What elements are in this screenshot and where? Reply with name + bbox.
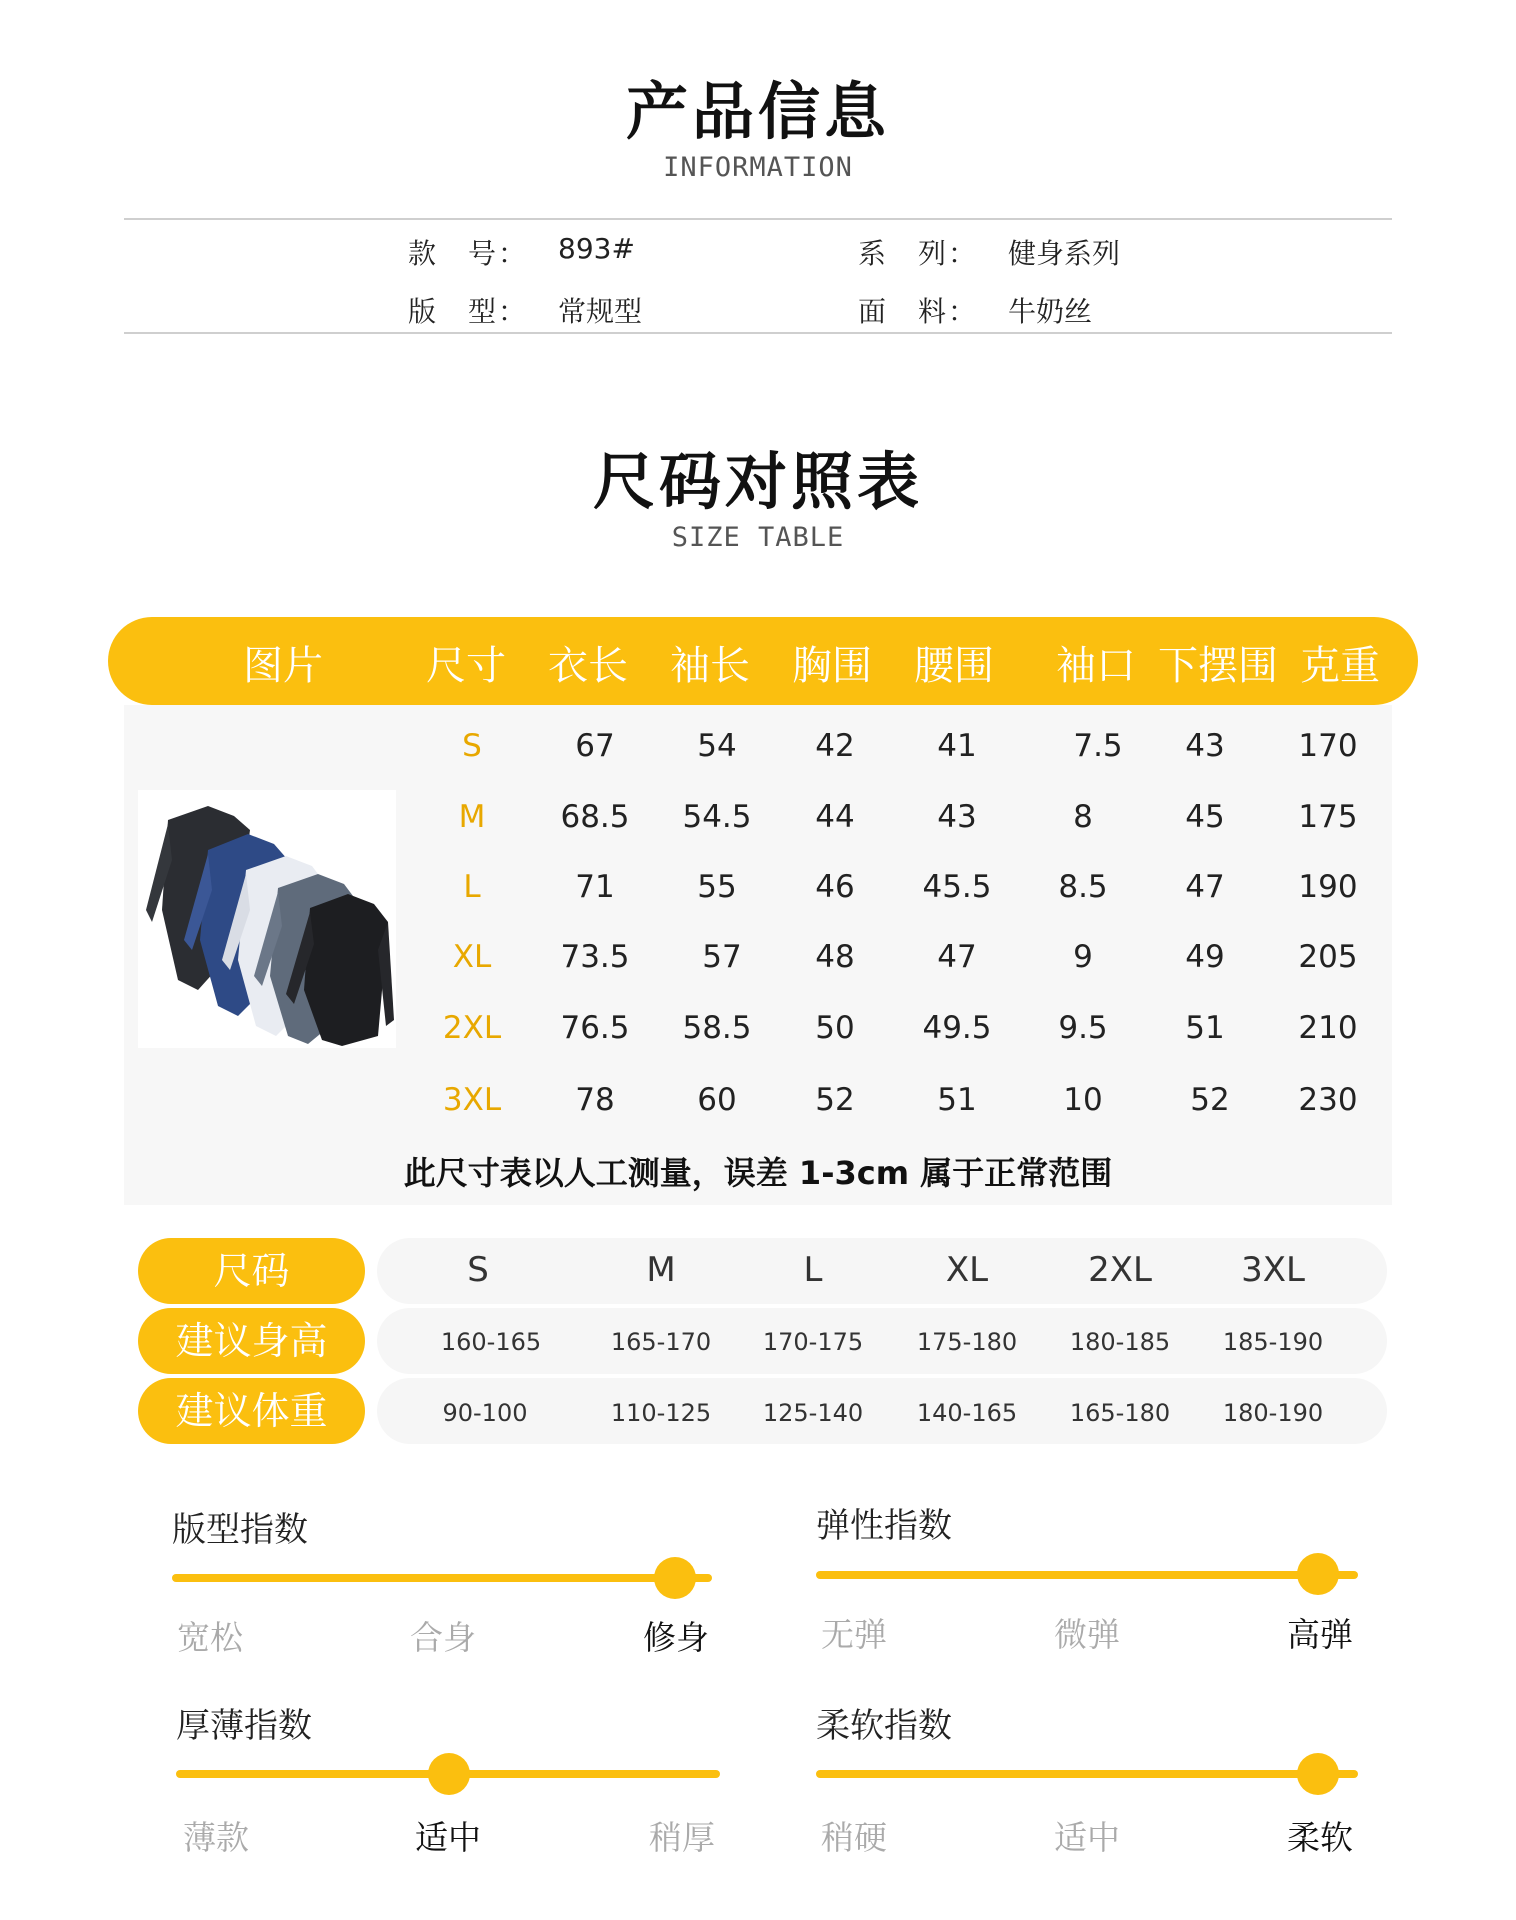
header-chest: 胸围	[792, 643, 872, 689]
row-l-cuff: 8.5	[1058, 869, 1108, 905]
rec-weight-s: 90-100	[442, 1399, 528, 1427]
softness-index-title: 柔软指数	[816, 1706, 952, 1746]
row-m-hem: 45	[1185, 799, 1225, 835]
row-l-weight: 190	[1298, 869, 1358, 905]
row-xl-chest: 48	[815, 939, 855, 975]
row-3xl-cuff: 10	[1063, 1082, 1103, 1118]
elastic-index-knob	[1297, 1553, 1339, 1595]
row-m-weight: 175	[1298, 799, 1358, 835]
rec-weight-m: 110-125	[610, 1399, 712, 1427]
row-s-length: 67	[575, 728, 615, 764]
row-3xl-size: 3XL	[442, 1082, 502, 1118]
rec-height-l: 170-175	[762, 1328, 864, 1356]
size-table-subtitle: SIZE TABLE	[671, 522, 845, 553]
row-xl-waist: 47	[937, 939, 977, 975]
fit-level-loose: 宽松	[177, 1618, 243, 1657]
softness-level-hard: 稍硬	[821, 1818, 887, 1857]
thickness-index-title: 厚薄指数	[176, 1706, 312, 1746]
elastic-level-slight: 微弹	[1054, 1615, 1120, 1654]
elastic-index-track	[816, 1571, 1358, 1579]
row-m-waist: 43	[937, 799, 977, 835]
row-2xl-sleeve: 58.5	[682, 1010, 752, 1046]
row-l-size: L	[463, 869, 481, 905]
softness-index-knob	[1297, 1753, 1339, 1795]
header-weight: 克重	[1300, 643, 1380, 689]
rec-size-3xl: 3XL	[1241, 1250, 1305, 1290]
header-hem: 下摆围	[1158, 643, 1278, 689]
header-sleeve: 袖长	[670, 643, 750, 689]
row-2xl-size: 2XL	[442, 1010, 502, 1046]
rec-label-size: 尺码	[138, 1238, 365, 1304]
row-3xl-waist: 51	[937, 1082, 977, 1118]
series-value: 健身系列	[1008, 237, 1121, 270]
row-2xl-cuff: 9.5	[1058, 1010, 1108, 1046]
rec-height-s: 160-165	[440, 1328, 542, 1356]
row-s-hem: 43	[1185, 728, 1225, 764]
row-m-cuff: 8	[1073, 799, 1093, 835]
rec-weight-l: 125-140	[762, 1399, 864, 1427]
row-3xl-hem: 52	[1190, 1082, 1230, 1118]
rec-size-xl: XL	[945, 1250, 989, 1290]
measurement-note: 此尺寸表以人工测量，误差 1-3cm 属于正常范围	[403, 1154, 1113, 1192]
row-3xl-length: 78	[575, 1082, 615, 1118]
row-2xl-weight: 210	[1298, 1010, 1358, 1046]
row-xl-length: 73.5	[560, 939, 630, 975]
softness-index-track	[816, 1770, 1358, 1778]
divider-top	[124, 218, 1392, 220]
thickness-level-thin: 薄款	[183, 1818, 249, 1857]
info-title: 产品信息	[625, 75, 890, 148]
thickness-index-knob	[428, 1753, 470, 1795]
row-xl-sleeve: 57	[702, 939, 742, 975]
style-no-label: 款 号：	[408, 237, 529, 270]
rec-size-l: L	[803, 1250, 823, 1290]
row-s-waist: 41	[937, 728, 977, 764]
row-l-waist: 45.5	[922, 869, 992, 905]
fit-label: 版 型：	[408, 295, 529, 328]
row-l-length: 71	[575, 869, 615, 905]
fit-value: 常规型	[558, 295, 643, 328]
row-2xl-hem: 51	[1185, 1010, 1225, 1046]
rec-height-2xl: 180-185	[1069, 1328, 1171, 1356]
fit-level-regular: 合身	[410, 1618, 476, 1657]
row-m-chest: 44	[815, 799, 855, 835]
rec-label-height: 建议身高	[138, 1308, 365, 1374]
row-xl-weight: 205	[1298, 939, 1358, 975]
rec-weight-3xl: 180-190	[1222, 1399, 1324, 1427]
rec-size-2xl: 2XL	[1088, 1250, 1152, 1290]
rec-weight-2xl: 165-180	[1069, 1399, 1171, 1427]
rec-height-m: 165-170	[610, 1328, 712, 1356]
softness-level-soft: 柔软	[1287, 1818, 1353, 1857]
header-size: 尺寸	[426, 643, 506, 689]
row-3xl-chest: 52	[815, 1082, 855, 1118]
elastic-level-none: 无弹	[821, 1615, 887, 1654]
softness-level-medium: 适中	[1054, 1818, 1120, 1857]
fit-level-slim: 修身	[643, 1618, 709, 1657]
header-waist: 腰围	[914, 643, 994, 689]
row-m-size: M	[458, 799, 486, 835]
rec-height-3xl: 185-190	[1222, 1328, 1324, 1356]
rec-size-m: M	[646, 1250, 676, 1290]
row-3xl-weight: 230	[1298, 1082, 1358, 1118]
row-l-hem: 47	[1185, 869, 1225, 905]
rec-size-s: S	[467, 1250, 489, 1290]
series-label: 系 列：	[858, 237, 979, 270]
row-s-sleeve: 54	[697, 728, 737, 764]
elastic-index-title: 弹性指数	[816, 1506, 952, 1546]
fit-index-knob	[654, 1557, 696, 1599]
row-3xl-sleeve: 60	[697, 1082, 737, 1118]
thickness-level-thick: 稍厚	[649, 1818, 715, 1857]
row-s-cuff: 7.5	[1073, 728, 1123, 764]
fit-index-track	[172, 1574, 712, 1582]
fabric-label: 面 料：	[858, 295, 979, 328]
row-m-length: 68.5	[560, 799, 630, 835]
row-2xl-length: 76.5	[560, 1010, 630, 1046]
elastic-level-high: 高弹	[1287, 1615, 1353, 1654]
fabric-value: 牛奶丝	[1008, 295, 1093, 328]
row-m-sleeve: 54.5	[682, 799, 752, 835]
divider-bottom	[124, 332, 1392, 334]
row-xl-size: XL	[452, 939, 492, 975]
rec-weight-xl: 140-165	[916, 1399, 1018, 1427]
style-no-value: 893#	[558, 232, 635, 265]
row-s-size: S	[462, 728, 482, 764]
rec-label-weight: 建议体重	[138, 1378, 365, 1444]
row-2xl-chest: 50	[815, 1010, 855, 1046]
thickness-level-medium: 适中	[415, 1818, 481, 1857]
row-s-chest: 42	[815, 728, 855, 764]
rec-height-xl: 175-180	[916, 1328, 1018, 1356]
fit-index-title: 版型指数	[172, 1510, 308, 1550]
row-xl-hem: 49	[1185, 939, 1225, 975]
row-xl-cuff: 9	[1073, 939, 1093, 975]
size-table-title: 尺码对照表	[592, 445, 923, 518]
header-cuff: 袖口	[1056, 643, 1136, 689]
row-s-weight: 170	[1298, 728, 1358, 764]
row-l-sleeve: 55	[697, 869, 737, 905]
row-l-chest: 46	[815, 869, 855, 905]
product-photo	[138, 790, 396, 1048]
header-length: 衣长	[548, 643, 628, 689]
row-2xl-waist: 49.5	[922, 1010, 992, 1046]
header-photo: 图片	[243, 643, 323, 689]
info-subtitle: INFORMATION	[663, 152, 853, 183]
